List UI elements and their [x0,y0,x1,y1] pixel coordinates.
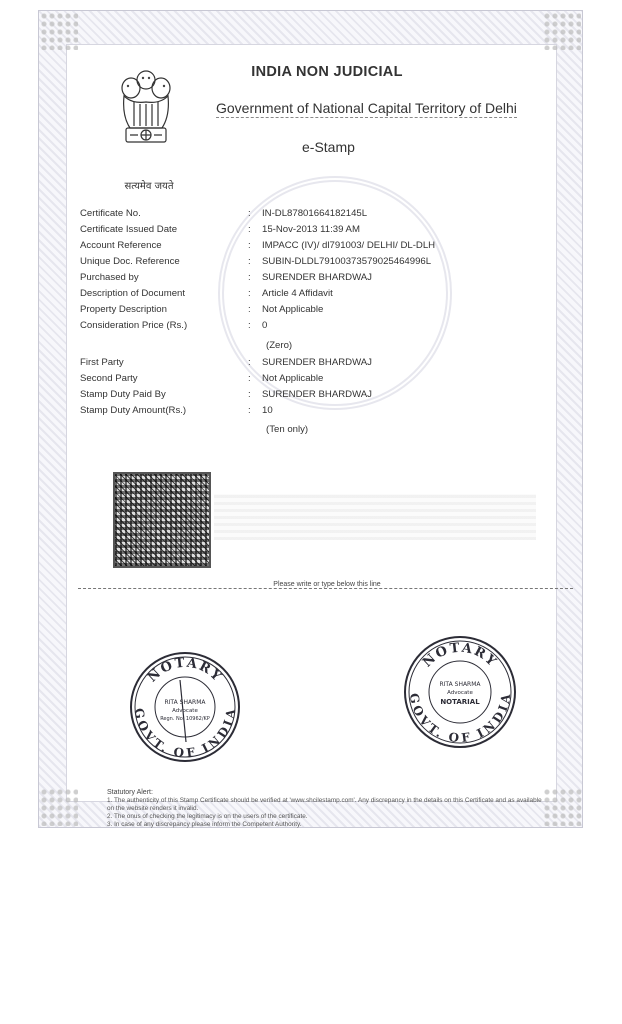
faded-security-text [214,494,536,540]
detail-label: Stamp Duty Paid By [80,389,166,400]
detail-value: IN-DL87801664182145L [262,208,368,219]
notary-stamp [128,650,242,764]
detail-value: Not Applicable [262,373,324,384]
detail-value: 0 [262,320,268,331]
stamp-bottom-text: GOVT. OF INDIA [131,707,239,761]
corner-ornament [40,12,78,50]
detail-label: Property Description [80,304,167,315]
detail-value: 10 [262,405,273,416]
detail-value: IMPACC (IV)/ dl791003/ DELHI/ DL-DLH [262,240,436,251]
ashoka-emblem-icon [116,66,176,174]
stamp-top-text: NOTARY [420,640,501,671]
detail-label: Description of Document [80,288,186,299]
stamp-name: RITA SHARMA [439,681,481,688]
write-below-caption: Please write or type below this line [273,581,381,588]
statutory-alert [107,789,547,829]
detail-value: SURENDER BHARDWAJ [262,272,372,283]
detail-value: SUBIN-DLDL79100373579025464996L [262,256,432,267]
corner-ornament [40,788,78,826]
qr-code [113,472,211,568]
government-title: Government of National Capital Territory of Delhi [216,100,517,116]
corner-ornament [543,12,581,50]
stamp-registration: Regn. No. 10962/KP [160,716,210,722]
write-below-line [78,588,573,589]
detail-value: SURENDER BHARDWAJ [262,389,372,400]
detail-label: Second Party [80,373,138,384]
stamp-bottom-text: GOVT. OF INDIA [406,692,514,746]
detail-label: Unique Doc. Reference [80,256,180,267]
notary-stamp [402,634,518,750]
alert-item: 1. The authenticity of this Stamp Certificate should be verified at 'www.shcilestamp.com'. Any discrepancy in the details on this Certificate and as available on the website renders it invalid. [107,797,542,812]
detail-value: Not Applicable [262,304,324,315]
stamp-subtitle: Advocate [172,708,198,714]
stamp-top-text: NOTARY [145,655,226,686]
detail-label: First Party [80,357,124,368]
stamp-notarial-text: NOTARIAL [440,698,480,706]
detail-label: Certificate Issued Date [80,224,178,235]
detail-label: Certificate No. [80,208,141,219]
estamp-title: e-Stamp [302,139,355,155]
detail-label: Purchased by [80,272,139,283]
consideration-in-words: (Zero) [266,340,293,351]
alert-item: 3. In case of any discrepancy please inform the Competent Authority. [107,821,302,828]
stamp-subtitle: Advocate [447,690,473,696]
stamp-duty-in-words: (Ten only) [266,424,309,435]
alert-item: 2. The onus of checking the legitimacy is on the users of the certificate. [107,813,308,820]
detail-label: Stamp Duty Amount(Rs.) [80,405,187,416]
detail-label: Account Reference [80,240,162,251]
corner-ornament [543,788,581,826]
emblem-motto: सत्यमेव जयते [124,181,174,192]
detail-value: 15-Nov-2013 11:39 AM [262,224,360,235]
detail-value: Article 4 Affidavit [262,288,333,299]
alert-heading: Statutory Alert: [107,789,153,796]
document-title: INDIA NON JUDICIAL [251,64,403,80]
detail-value: SURENDER BHARDWAJ [262,357,372,368]
detail-label: Consideration Price (Rs.) [80,320,188,331]
stamp-name: RITA SHARMA [164,699,206,706]
